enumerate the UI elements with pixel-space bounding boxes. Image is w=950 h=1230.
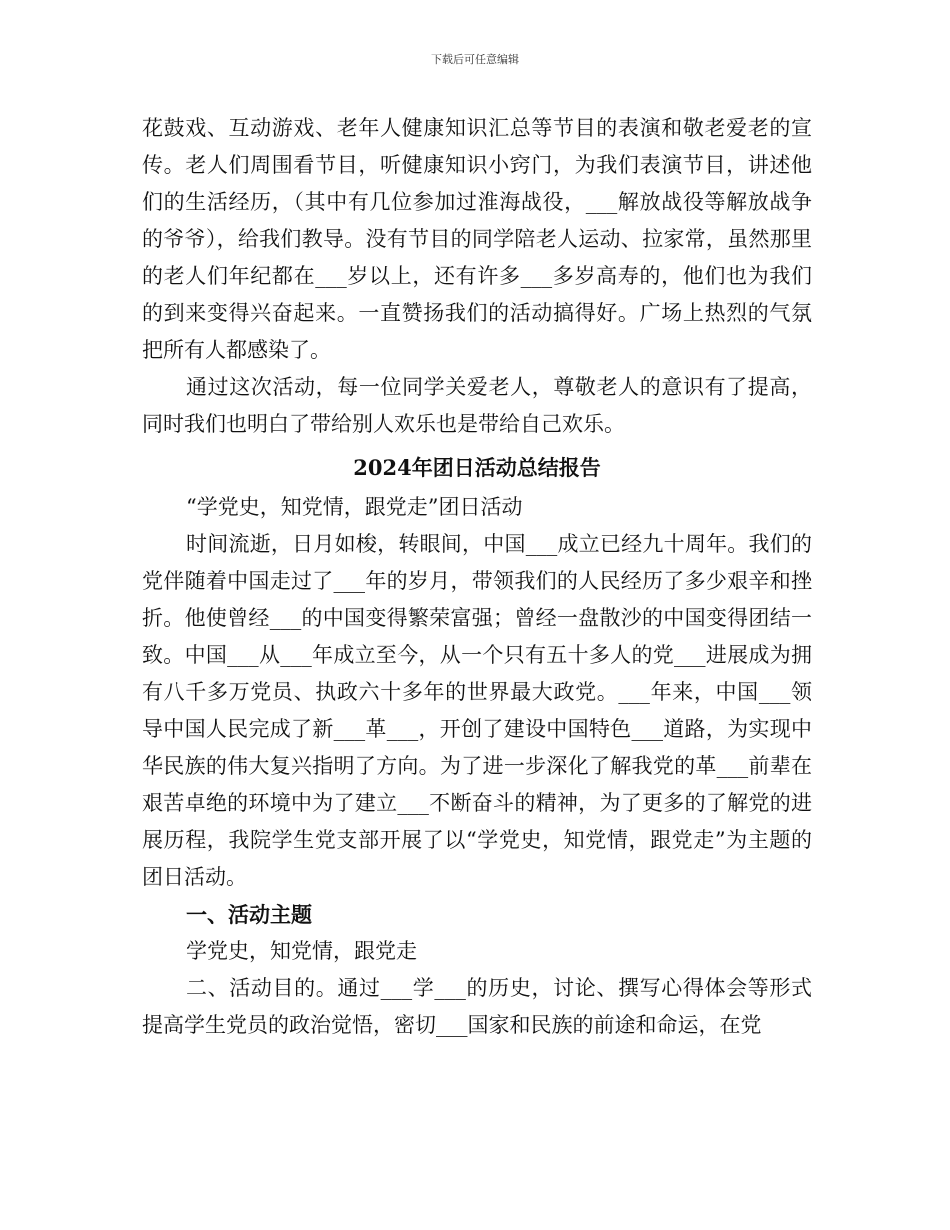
paragraph-activity-purpose: 二、活动目的。通过___学___的历史，讨论、撰写心得体会等形式提高学生党员的政治觉悟，密切___国家和民族的前途和命运，在党: [142, 976, 812, 1037]
document-body: [142, 110, 812, 1044]
section-heading-theme: 一、活动主题: [186, 902, 312, 927]
activity-subtitle: “学党史，知党情，跟党走”团日活动: [186, 495, 523, 519]
page-header-note: 下载后可任意编辑: [431, 53, 519, 66]
paragraph-activity-description: 花鼓戏、互动游戏、老年人健康知识汇总等节目的表演和敬老爱老的宣传。老人们周围看节目，听健康知识小窍门，为我们表演节目，讲述他们的生活经历，（其中有几位参加过淮海战役，___解放战役等解放战争的爷爷），给我们教导。没有节目的同学陪老人运动、拉家常，虽然那里的老人们年纪都在___岁以上，还有许多___多岁高寿的，他们也为我们的到来变得兴奋起来。一直赞扬我们的活动搞得好。广场上热烈的气氛把所有人都感染了。: [142, 116, 812, 362]
report-title: 2024年团日活动总结报告: [353, 455, 601, 480]
paragraph-introduction: 时间流逝，日月如梭，转眼间，中国___成立已经九十周年。我们的党伴随着中国走过了___年的岁月，带领我们的人民经历了多少艰辛和挫折。他使曾经___的中国变得繁荣富强；曾经一盘散沙的中国变得团结一致。中国___从___年成立至今，从一个只有五十多人的党___进展成为拥有八千多万党员、执政六十多年的世界最大政党。___年来，中国___领导中国人民完成了新___革___，开创了建设中国特色___道路，为实现中华民族的伟大复兴指明了方向。为了进一步深化了解我党的革___前辈在艰苦卓绝的环境中为了建立___不断奋斗的精神，为了更多的了解党的进展历程，我院学生党支部开展了以“学党史，知党情，跟党走”为主题的团日活动。: [142, 532, 812, 889]
theme-text: 学党史，知党情，跟党走: [186, 939, 417, 963]
paragraph-activity-conclusion: 通过这次活动，每一位同学关爱老人，尊敬老人的意识有了提高，同时我们也明白了带给别人欢乐也是带给自己欢乐。: [142, 375, 812, 436]
